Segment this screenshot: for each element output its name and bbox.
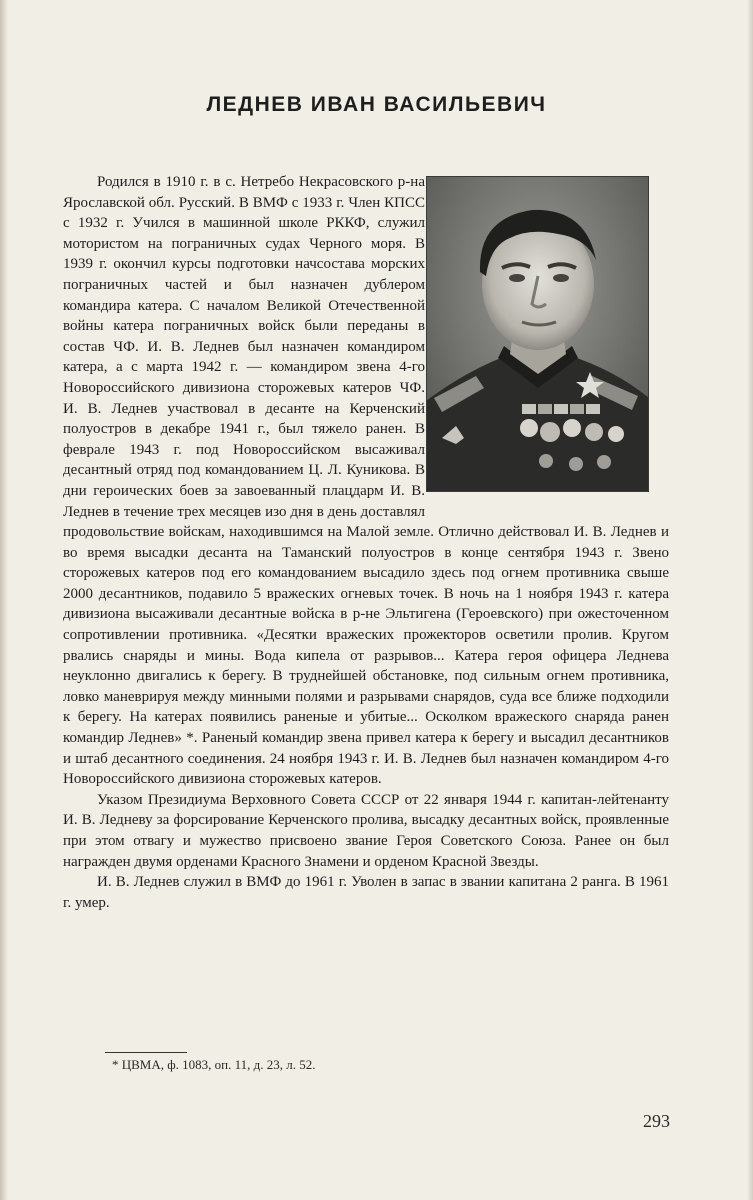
paragraph-1: Родился в 1910 г. в с. Нетребо Некрасовского р-на Ярославской обл. Русский. В ВМФ с 1933 г. Член КПСС с 1932 г. Учился в машинной школе РККФ, служил мотористом на пограничных судах Черного моря. В 1939 г. окончил курсы подготовки начсостава морских пограничных частей и был назначен дублером командира катера. С началом Великой Отечественной войны катера пограничных войск были переданы в состав ЧФ. И. В. Леднев был назначен командиром катера, а с марта 1942 г. — командиром звена 4-го Новороссийского дивизиона сторожевых катеров ЧФ. И. В. Леднев участвовал в десанте на Керченский полуостров в декабре 1941 г., был тяжело ранен. В феврале 1943 г. под Новороссийском высаживал десантный отряд под командованием Ц. Л. Куникова. В дни героических боев за завоеванный плацдарм И. В. Леднев в течение трех месяцев изо дня в день доставлял продовольствие войскам, находившимся на Малой земле. Отлично действовал И. В. Леднев и во время высадки десанта на Таманский полуостров в конце сентября 1943 г. Звено сторожевых катеров под его командованием высадило здесь под огнем противника свыше 2000 десантников, подавило 5 вражеских огневых точек. В ночь на 1 ноября 1943 г. катера дивизиона высаживали десантные войска в р-не Эльтигена (Героевского) при ожесточенном сопротивлении противника. «Десятки вражеских прожекторов осветили пролив. Кругом рвались снаряды и мины. Вода кипела от разрывов... Катера героя офицера Леднева неуклонно двигались к берегу. В труднейшей обстановке, под сильным огнем противника, ловко маневрируя между минными полями и разрывами снарядов, суда все ближе подходили к берегу. На катерах появились раненые и убитые... Осколком вражеского снаряда ранен командир Леднев» *. Раненый командир звена привел катера к берегу и высадил десантников и штаб десантного соединения. 24 ноября 1943 г. И. В. Леднев был назначен командиром 4-го Новороссийского дивизиона сторожевых катеров. xyxy=(63,174,669,788)
biography-text xyxy=(63,172,669,913)
footnote-divider xyxy=(105,1052,187,1053)
footnote: * ЦВМА, ф. 1083, оп. 11, д. 23, л. 52. xyxy=(112,1057,316,1072)
paragraph-3: И. В. Леднев служил в ВМФ до 1961 г. Уволен в запас в звании капитана 2 ранга. В 1961 г. умер. xyxy=(63,874,669,911)
photo-wrap-spacer xyxy=(425,172,669,502)
page-number: 293 xyxy=(643,1111,670,1131)
paragraph-2: Указом Президиума Верховного Совета СССР от 22 января 1944 г. капитан-лейтенанту И. В. Ледневу за форсирование Керченского пролива, высадку десантных войск, проявленные при этом отвагу и мужество присвоено звание Героя Советского Союза. Ранее он был награжден двумя орденами Красного Знамени и орденом Красной Звезды. xyxy=(63,791,669,870)
page-title: ЛЕДНЕВ ИВАН ВАСИЛЬЕВИЧ xyxy=(206,93,547,116)
